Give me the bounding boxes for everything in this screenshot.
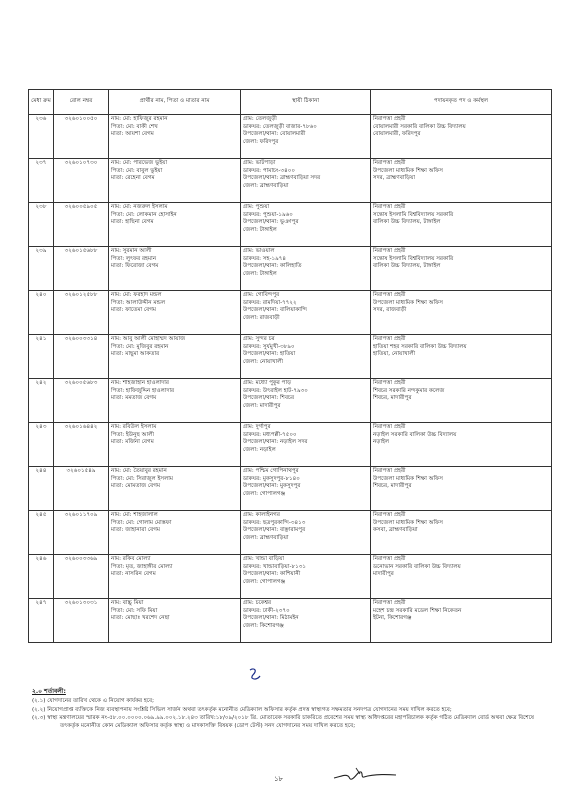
address-line: ডাকঘর: খান্ডাবাড়িয়া-৮১৩১ — [243, 563, 307, 570]
cell-serial: ২৪২ — [29, 379, 54, 423]
header-person: প্রার্থীর নাম, পিতা ও মাতার নাম — [109, 90, 241, 115]
address-line: উপজেলা/থানা: বাঞ্ছারামপুর — [243, 527, 306, 534]
address-line: জেলা: মাদারীপুর — [243, 402, 281, 409]
cell-posting — [371, 159, 552, 203]
cell-address — [241, 423, 371, 467]
person-line: মাতা: মাছুমা আকতার — [111, 351, 160, 358]
address-line: ডাকঘর: তেলজুড়ী বাজার-৭৮৬০ — [243, 123, 317, 130]
person-line: নাম: রকিব মোল্যা — [111, 556, 151, 562]
address-line: ডাকঘর: সুর্যমুখী-৩৮৯০ — [243, 343, 295, 350]
cell-person — [109, 379, 241, 423]
person-line: মাতা: মোমতাজ বেগম — [111, 483, 161, 490]
posting-line: নিরাপত্তা প্রহরী — [373, 336, 406, 342]
person-line: মাতা: রেহেনা বেগম — [111, 175, 155, 182]
address-line: ডাকঘর: উৎরাইল হাট-৭৯৩০ — [243, 387, 308, 394]
address-line: ডাকঘর: মধ্যপল্লী-৭৫০০ — [243, 431, 297, 438]
cell-posting — [371, 335, 552, 379]
cell-roll: ৩২৬০১০৭৩০ — [54, 159, 109, 203]
posting-line: হাতিয়া, নোয়াখালী — [373, 351, 416, 358]
address-line: গ্রাম: ভাওয়াল — [243, 248, 275, 254]
header-serial: মেধা ক্রম — [29, 90, 54, 115]
cell-roll: ৩২৬০১৫৪৯ — [54, 467, 109, 511]
cell-serial: ২৪৭ — [29, 599, 54, 643]
address-line: উপজেলা/থানা: বালিয়াকান্দি — [243, 307, 307, 314]
address-line: গ্রাম: চকেশ্বর — [243, 600, 272, 606]
person-line: পিতা: হাফিজুদ্দিন হাওলাদার — [111, 387, 175, 394]
cell-roll: ৩২৬০১০০৫০ — [54, 115, 109, 159]
cell-address — [241, 555, 371, 599]
address-line: উপজেলা/থানা: নড়াইল সদর — [243, 439, 308, 446]
cell-address — [241, 467, 371, 511]
posting-line: মাদারীপুর — [373, 571, 394, 578]
cell-address — [241, 335, 371, 379]
header-roll: রোল নম্বর — [54, 90, 109, 115]
person-line: নাম: মো: শাহজালাল — [111, 512, 158, 518]
posting-line: হাতিয়া শহর সরকারি বালিকা উচ্চ বিদ্যালয় — [373, 343, 467, 350]
signature — [330, 762, 400, 784]
posting-line: নিরাপত্তা প্রহরী — [373, 204, 406, 210]
table-row — [29, 555, 552, 599]
table-row — [29, 423, 552, 467]
address-line: ডাকঘর: পুশুয়া-১৯৬০ — [243, 211, 293, 218]
posting-line: বোয়ালমারী সরকারি বালিকা উচ্চ বিদ্যালয় — [373, 123, 466, 130]
address-line: ডাকঘর: মুকসুদপুর-৮১৪০ — [243, 475, 300, 482]
person-line: মাতা: ফাতেমা বেগম — [111, 307, 157, 314]
cell-address — [241, 115, 371, 159]
address-line: উপজেলা/থানা: কাশিয়ানী — [243, 571, 301, 578]
cell-person — [109, 247, 241, 291]
address-line: উপজেলা/থানা: হাতিয়া — [243, 351, 296, 358]
person-line: পিতা: মো: গোলাম মোস্তফা — [111, 519, 172, 526]
address-line: গ্রাম: গোবিন্দপুর — [243, 292, 280, 298]
cell-roll: ৩২৬০১৫৬৮৮ — [54, 247, 109, 291]
cell-roll: ৩২৬০০৩৩১৪ — [54, 335, 109, 379]
cell-posting — [371, 423, 552, 467]
address-line: গ্রাম: মধ্যো পুকুর পাড় — [243, 380, 292, 386]
posting-line: নিরাপত্তা প্রহরী — [373, 512, 406, 518]
cell-serial: ২৪৩ — [29, 423, 54, 467]
address-line: উপজেলা/থানা: শিবচর — [243, 395, 295, 402]
address-line: জেলা: নোয়াখালী — [243, 358, 283, 365]
address-line: জেলা: ব্রাহ্মণবাড়িয়া — [243, 534, 289, 541]
address-line: গ্রাম: ভাটপাড়া — [243, 160, 276, 166]
posting-line: নিরাপত্তা প্রহরী — [373, 380, 406, 386]
posting-line: নিরাপত্তা প্রহরী — [373, 160, 406, 166]
address-line: গ্রাম: কালাইনগর — [243, 512, 280, 518]
person-line: নাম: আবু আলী মোহাম্মদ আয়াজ — [111, 336, 186, 342]
address-line: গ্রাম: পুশুয়া — [243, 204, 270, 210]
term-item: (২.২) নিয়োগপ্রাপ্ত ব্যক্তিকে নিজ ব্যবস্থাপনায় সংশ্লিষ্ট সিভিল সার্জন অথবা তৎকর্তৃক মনোনীত মেডিক্যাল অফিসার কর্তৃক প্রদত্ত স্বাস্থ্যগত সক্ষমতার সনদপত্র যোগদানের সময় দাখিল করতে হবে; — [32, 707, 452, 713]
cell-address — [241, 511, 371, 555]
person-line: মাতা: ফিরোজা বেগম — [111, 263, 159, 270]
cell-serial: ২৪৬ — [29, 555, 54, 599]
cell-posting — [371, 555, 552, 599]
cell-person — [109, 335, 241, 379]
address-line: উপজেলা/থানা: মিঠামইন — [243, 615, 299, 622]
cell-person — [109, 423, 241, 467]
address-line: জেলা: গোপালগঞ্জ — [243, 490, 286, 497]
cell-address — [241, 247, 371, 291]
table-row — [29, 291, 552, 335]
posting-line: নড়াইল সরকারি বালিকা উচ্চ বিদ্যালয় — [373, 431, 457, 438]
person-line: পিতা: মৃত, জাহাঙ্গীর মোল্যা — [111, 563, 173, 570]
address-line: উপজেলা/থানা: কালিহাতি — [243, 263, 302, 270]
address-line: ডাকঘর: রামদিয়া-৭৭২২ — [243, 299, 297, 306]
table-row — [29, 203, 552, 247]
posting-line: নিরাপত্তা প্রহরী — [373, 556, 406, 562]
cell-address — [241, 159, 371, 203]
initials-mark — [247, 667, 263, 681]
person-line: নাম: শাহজাহান হাওলাদার — [111, 380, 170, 386]
posting-line: বোয়ালমারী, ফরিদপুর — [373, 131, 421, 138]
address-line: জেলা: রাজবাড়ী — [243, 314, 280, 321]
address-line: উপজেলা/থানা: বোয়ালমারী — [243, 131, 306, 138]
address-line: উপজেলা/থানা: মুকসুদপুর — [243, 483, 301, 490]
address-line: জেলা: ব্রাহ্মণবাড়িয়া — [243, 182, 289, 189]
cell-serial: ২৪০ — [29, 291, 54, 335]
person-line: পিতা: মো: সফি মিয়া — [111, 607, 158, 614]
address-line: গ্রাম: সুন্দর চর — [243, 336, 275, 342]
cell-person — [109, 159, 241, 203]
posting-line: নিরাপত্তা প্রহরী — [373, 248, 406, 254]
posting-line: উপজেলা মাধ্যমিক শিক্ষা অফিস — [373, 299, 443, 306]
page-number: ১৮ — [274, 775, 284, 783]
cell-serial: ২৪৪ — [29, 467, 54, 511]
person-line: নাম: সুরমান আলী — [111, 248, 152, 254]
address-line: জেলা: ফরিদপুর — [243, 138, 279, 145]
cell-posting — [371, 247, 552, 291]
cell-roll: ৩২৬০০৫৯০৫ — [54, 203, 109, 247]
cell-serial: ২৪৫ — [29, 511, 54, 555]
table-row — [29, 247, 552, 291]
address-line: গ্রাম: তেলজুড়ী — [243, 116, 277, 122]
posting-line: কসবা, ব্রাহ্মণবাড়িয়া — [373, 527, 418, 534]
cell-serial: ২৪১ — [29, 335, 54, 379]
address-line: উপজেলা/থানা: ভুঞাপুর — [243, 219, 299, 226]
address-line: গ্রাম: দুর্গাপুর — [243, 424, 271, 430]
address-line: জেলা: টাঙ্গাইল — [243, 270, 277, 277]
table-row — [29, 467, 552, 511]
address-line: ডাকঘর: ঢাকী-২৩৭০ — [243, 607, 290, 614]
address-line: জেলা: গোপালগঞ্জ — [243, 578, 286, 585]
table-row — [29, 511, 552, 555]
address-line: জেলা: নড়াইল — [243, 446, 276, 453]
cell-person — [109, 511, 241, 555]
cell-posting — [371, 511, 552, 555]
person-line: নাম: মো: হাফিজুর রহমান — [111, 116, 168, 122]
person-line: নাম: মো: তৈয়াবুর রহমান — [111, 468, 167, 474]
table-header-row — [29, 90, 552, 115]
person-line: মাতা: মর্জিনা বেগম — [111, 439, 154, 446]
header-address: স্থায়ী ঠিকানা — [241, 90, 371, 115]
posting-line: ইটনা, কিশোরগঞ্জ — [373, 615, 412, 622]
posting-line: উপজেলা মাধ্যমিক শিক্ষা অফিস — [373, 167, 443, 174]
address-line: জেলা: টাঙ্গাইল — [243, 226, 277, 233]
posting-line: নিরাপত্তা প্রহরী — [373, 292, 406, 298]
posting-line: শিবচর সরকারি নন্দকুমার কলেজ — [373, 387, 445, 394]
table-row — [29, 379, 552, 423]
table-row — [29, 599, 552, 643]
posting-line: নিরাপত্তা প্রহরী — [373, 116, 406, 122]
person-line: মাতা: মমতাজ বেগম — [111, 395, 157, 402]
cell-person — [109, 555, 241, 599]
cell-address — [241, 599, 371, 643]
posting-line: নিরাপত্তা প্রহরী — [373, 424, 406, 430]
terms-heading: ২.০ শর্তাবলী: — [32, 688, 66, 695]
posting-line: নিরাপত্তা প্রহরী — [373, 468, 406, 474]
address-line: উপজেলা/থানা: ব্রাহ্মণবাড়িয়া সদর — [243, 175, 321, 182]
terms-section — [32, 687, 552, 730]
table-row — [29, 159, 552, 203]
posting-table — [28, 89, 552, 643]
address-line: গ্রাম: পশ্চিম গোপিনাথপুর — [243, 468, 299, 474]
person-line: পিতা: মো: সিরাজুল ইসলাম — [111, 475, 173, 482]
posting-line: শিবচর, মাদারীপুর — [373, 395, 412, 402]
cell-roll: ৩২৬০১১৭০৯ — [54, 511, 109, 555]
cell-posting — [371, 203, 552, 247]
cell-address — [241, 379, 371, 423]
cell-serial: ২৩৯ — [29, 247, 54, 291]
table-body — [29, 115, 552, 643]
posting-line: উপজেলা মাধ্যমিক শিক্ষা অফিস — [373, 475, 443, 482]
person-line: পিতা: মো: মুজিবুর রহমান — [111, 343, 169, 350]
term-item: (২.১) যোগদানের তারিখ থেকে এ নিয়োগ কার্যকর হবে; — [32, 698, 155, 704]
cell-serial: ২৩৮ — [29, 203, 54, 247]
cell-roll: ৩২৬০০৩৩৬৯ — [54, 555, 109, 599]
person-line: মাতা: মোছাঃ খরশেদ নেছা — [111, 615, 170, 622]
person-line: পিতা: মো: বাকী শেখ — [111, 123, 158, 130]
cell-address — [241, 291, 371, 335]
person-line: পিতা: আলাউদ্দীন মন্ডল — [111, 299, 166, 306]
cell-posting — [371, 467, 552, 511]
person-line: নাম: মো: নজরুল ইসলাম — [111, 204, 168, 210]
person-line: মাতা: নাসরিন বেগম — [111, 571, 156, 578]
person-line: নাম: মো: ফরহাদ মন্ডল — [111, 292, 162, 298]
cell-roll: ৩২৬০১৩০৩১ — [54, 599, 109, 643]
person-line: নাম: মো: পারভেজ ভুইয়া — [111, 160, 168, 166]
person-line: নাম: রবিউল ইসলাম — [111, 424, 157, 430]
cell-address — [241, 203, 371, 247]
table-row — [29, 115, 552, 159]
person-line: পিতা: মো: বাবুল ভুইয়া — [111, 167, 163, 174]
cell-person — [109, 291, 241, 335]
person-line: মাতা: আয়শা বেগম — [111, 131, 154, 138]
cell-serial: ২৩৬ — [29, 115, 54, 159]
person-line: পিতা: ইউনুছ আলী — [111, 431, 154, 438]
posting-line: বালিকা উচ্চ বিদ্যালয়, টাঙ্গাইল — [373, 219, 441, 226]
posting-line: উপজেলা মাধ্যমিক শিক্ষা অফিস — [373, 519, 443, 526]
person-line: পিতা: মো: লোকমান হোসাইন — [111, 211, 177, 218]
cell-roll: ৩২৬০১২৫৮৮ — [54, 291, 109, 335]
posting-line: সন্তোষ ইসলামি বিশ্ববিদ্যালয় সরকারি — [373, 255, 454, 262]
posting-line: শিবচর, মাদারীপুর — [373, 483, 412, 490]
cell-person — [109, 115, 241, 159]
cell-serial: ২৩৭ — [29, 159, 54, 203]
posting-line: সদর, রাজবাড়ী — [373, 307, 407, 314]
header-posting: পদায়নকৃত পদ ও কর্মস্থল — [371, 90, 552, 115]
posting-line: নিরাপত্তা প্রহরী — [373, 600, 406, 606]
address-line: গ্রাম: খান্ডা বাড়িয়া — [243, 556, 284, 562]
posting-line: ডনোভান সরকারি বালিকা উচ্চ বিদ্যালয় — [373, 563, 461, 570]
cell-roll: ৩২৬০০৫৬৮৩ — [54, 379, 109, 423]
cell-posting — [371, 115, 552, 159]
cell-posting — [371, 291, 552, 335]
cell-person — [109, 467, 241, 511]
posting-line: সদর, ব্রাহ্মণবাড়িয়া — [373, 175, 416, 182]
person-line: মাতা: জাহানারা বেগম — [111, 527, 160, 534]
posting-line: বালিকা উচ্চ বিদ্যালয়, টাঙ্গাইল — [373, 263, 441, 270]
posting-line: সন্তোষ ইসলামি বিশ্ববিদ্যালয় সরকারি — [373, 211, 454, 218]
person-line: পিতা: লুৎফর রহমান — [111, 255, 157, 262]
table-row — [29, 335, 552, 379]
term-item: (২.৩) স্বাস্থ্য মন্ত্রণালয়ের স্মারক নং-৫৮.০০.০০০০.০৬৯.৯৯.০০২.১৮.২৪৩ তারিখ:১৮/০৯/২০১৮ খ্রি. মোতাবেক সরকারি চাকরিতে প্রবেশের সময় স্বাস্থ্য অধিদপ্তরের মহাপরিচালক কর্তৃক গঠিত মেডিক্যাল বোর্ড অথবা ক্ষেত্র বিশেষে তৎকর্তৃক মনোনীত কোন মেডিক্যাল অফিসার কর্তৃক স্বাস্থ্য ও মাদকাসক্তি বিষয়ক (ডোপ টেস্ট) সনদ যোগদানের সময় দাখিল করতে হবে; — [32, 715, 535, 729]
cell-person — [109, 599, 241, 643]
posting-line: মহেশ চন্দ্র সরকারি মডেল শিক্ষা নিকেতন — [373, 607, 462, 614]
address-line: ডাকঘর: সহ-১৯৭৪ — [243, 255, 287, 262]
posting-line: নড়াইল — [373, 439, 390, 446]
cell-posting — [371, 379, 552, 423]
address-line: ডাকঘর: পামাচং-৩৪০০ — [243, 167, 295, 174]
person-line: নাম: বাচ্চু মিয়া — [111, 600, 144, 606]
cell-person — [109, 203, 241, 247]
cell-roll: ৩২৬০১৬৪৪২ — [54, 423, 109, 467]
cell-posting — [371, 599, 552, 643]
person-line: মাতা: হাছিনা বেগম — [111, 219, 154, 226]
address-line: জেলা: কিশোরগঞ্জ — [243, 622, 284, 629]
address-line: ডাকঘর: ছত্রপুরকান্দি-৩৪১৩ — [243, 519, 306, 526]
